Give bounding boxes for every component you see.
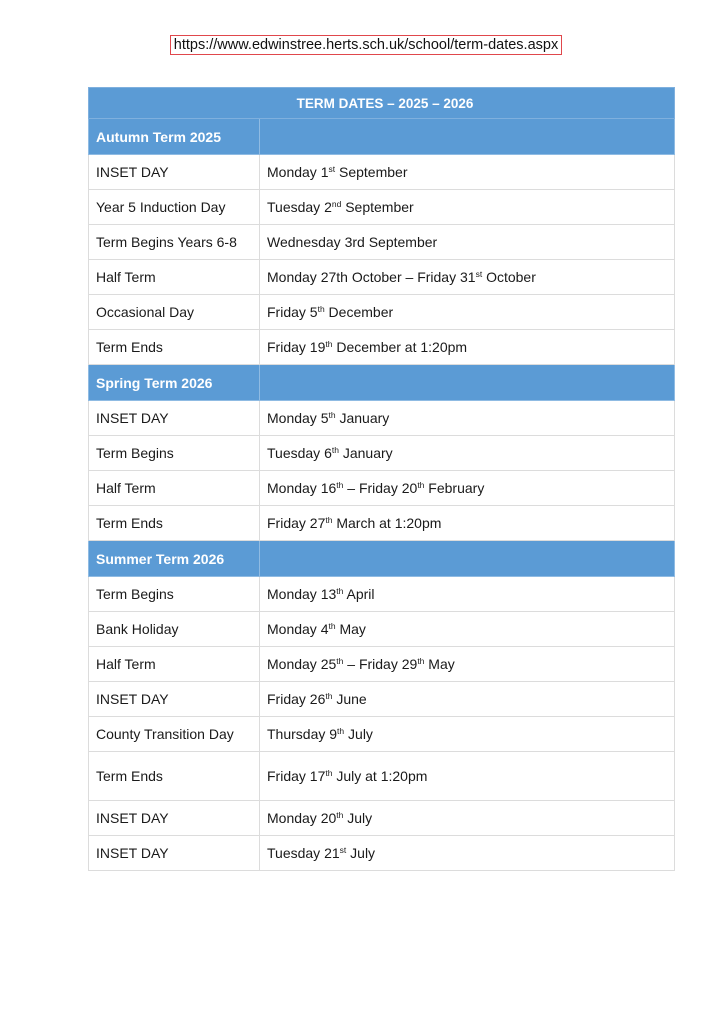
- event-cell: Term Ends: [89, 330, 260, 365]
- date-text: July at 1:20pm: [332, 768, 428, 784]
- term-name: Spring Term 2026: [89, 365, 260, 401]
- date-text: – Friday 20: [343, 480, 418, 496]
- event-cell: INSET DAY: [89, 682, 260, 717]
- date-text: May: [424, 656, 455, 672]
- table-row: [89, 155, 675, 190]
- table-row: [89, 260, 675, 295]
- ordinal-suffix: st: [328, 164, 336, 174]
- date-text: December: [324, 304, 394, 320]
- ordinal-suffix: th: [325, 515, 333, 525]
- event-cell: Term Ends: [89, 752, 260, 801]
- table-row: [89, 647, 675, 682]
- ordinal-suffix: th: [328, 621, 336, 631]
- table-row: [89, 801, 675, 836]
- event-cell: Term Ends: [89, 506, 260, 541]
- date-text: July: [343, 810, 373, 826]
- date-cell: [260, 330, 675, 365]
- term-name: Autumn Term 2025: [89, 119, 260, 155]
- event-cell: Year 5 Induction Day: [89, 190, 260, 225]
- date-text: Wednesday 3rd September: [267, 234, 438, 250]
- term-header-row: [89, 541, 675, 577]
- date-cell: [260, 401, 675, 436]
- date-text: July: [344, 726, 373, 742]
- date-text: Friday 19: [267, 339, 326, 355]
- ordinal-suffix: th: [317, 304, 325, 314]
- date-text: June: [332, 691, 367, 707]
- table-title-row: [89, 88, 675, 119]
- date-text: Friday 26: [267, 691, 326, 707]
- date-cell: [260, 471, 675, 506]
- date-cell: [260, 155, 675, 190]
- date-cell: [260, 682, 675, 717]
- ordinal-suffix: th: [325, 339, 333, 349]
- date-text: September: [341, 199, 414, 215]
- table-row: [89, 682, 675, 717]
- term-header-blank: [260, 119, 675, 155]
- event-cell: INSET DAY: [89, 801, 260, 836]
- date-text: Monday 13: [267, 586, 337, 602]
- ordinal-suffix: th: [336, 810, 344, 820]
- date-cell: [260, 801, 675, 836]
- ordinal-suffix: th: [325, 768, 333, 778]
- event-cell: INSET DAY: [89, 155, 260, 190]
- ordinal-suffix: st: [339, 845, 347, 855]
- date-text: Monday 1: [267, 164, 329, 180]
- table-row: [89, 436, 675, 471]
- date-cell: [260, 647, 675, 682]
- table-row: [89, 506, 675, 541]
- date-text: Tuesday 21: [267, 845, 340, 861]
- term-header-row: [89, 365, 675, 401]
- table-row: [89, 577, 675, 612]
- date-cell: [260, 506, 675, 541]
- event-cell: Term Begins: [89, 436, 260, 471]
- date-text: October: [482, 269, 536, 285]
- date-text: April: [343, 586, 375, 602]
- table-row: [89, 471, 675, 506]
- table-row: [89, 225, 675, 260]
- event-cell: Occasional Day: [89, 295, 260, 330]
- date-text: Monday 20: [267, 810, 337, 826]
- date-text: Monday 5: [267, 410, 329, 426]
- date-cell: [260, 190, 675, 225]
- date-text: May: [335, 621, 366, 637]
- date-text: February: [424, 480, 485, 496]
- date-cell: [260, 225, 675, 260]
- source-url[interactable]: https://www.edwinstree.herts.sch.uk/school/term-dates.aspx: [170, 35, 562, 55]
- date-text: January: [335, 410, 390, 426]
- table-row: [89, 717, 675, 752]
- event-cell: Term Begins Years 6-8: [89, 225, 260, 260]
- date-text: March at 1:20pm: [332, 515, 442, 531]
- date-text: Monday 27th October – Friday 31: [267, 269, 476, 285]
- date-cell: [260, 295, 675, 330]
- term-header-row: [89, 119, 675, 155]
- table-row: [89, 295, 675, 330]
- table-row: [89, 401, 675, 436]
- date-text: Friday 27: [267, 515, 326, 531]
- date-text: July: [346, 845, 376, 861]
- ordinal-suffix: th: [417, 480, 425, 490]
- event-cell: Half Term: [89, 260, 260, 295]
- term-header-blank: [260, 365, 675, 401]
- date-text: Monday 16: [267, 480, 337, 496]
- date-cell: [260, 612, 675, 647]
- ordinal-suffix: nd: [331, 199, 342, 209]
- term-name: Summer Term 2026: [89, 541, 260, 577]
- date-text: – Friday 29: [343, 656, 418, 672]
- date-cell: [260, 260, 675, 295]
- table-title: TERM DATES – 2025 – 2026: [89, 88, 675, 119]
- date-text: January: [338, 445, 393, 461]
- date-text: Thursday 9: [267, 726, 338, 742]
- date-text: Monday 4: [267, 621, 329, 637]
- date-text: December at 1:20pm: [332, 339, 468, 355]
- ordinal-suffix: th: [417, 656, 425, 666]
- ordinal-suffix: st: [475, 269, 483, 279]
- ordinal-suffix: th: [328, 410, 336, 420]
- table-row: [89, 612, 675, 647]
- event-cell: INSET DAY: [89, 836, 260, 871]
- ordinal-suffix: th: [325, 691, 333, 701]
- date-text: Monday 25: [267, 656, 337, 672]
- event-cell: County Transition Day: [89, 717, 260, 752]
- ordinal-suffix: th: [336, 586, 344, 596]
- event-cell: INSET DAY: [89, 401, 260, 436]
- date-cell: [260, 717, 675, 752]
- ordinal-suffix: th: [336, 656, 344, 666]
- event-cell: Half Term: [89, 647, 260, 682]
- date-cell: [260, 577, 675, 612]
- table-row: [89, 330, 675, 365]
- table-row: [89, 836, 675, 871]
- event-cell: Term Begins: [89, 577, 260, 612]
- table-row: [89, 752, 675, 801]
- date-cell: [260, 836, 675, 871]
- date-text: Tuesday 2: [267, 199, 332, 215]
- event-cell: Half Term: [89, 471, 260, 506]
- ordinal-suffix: th: [337, 726, 345, 736]
- term-header-blank: [260, 541, 675, 577]
- date-text: Tuesday 6: [267, 445, 332, 461]
- date-cell: [260, 752, 675, 801]
- table-row: [89, 190, 675, 225]
- date-text: Friday 17: [267, 768, 326, 784]
- term-dates-table: [88, 87, 675, 871]
- date-cell: [260, 436, 675, 471]
- date-text: Friday 5: [267, 304, 318, 320]
- ordinal-suffix: th: [331, 445, 339, 455]
- date-text: September: [335, 164, 408, 180]
- event-cell: Bank Holiday: [89, 612, 260, 647]
- ordinal-suffix: th: [336, 480, 344, 490]
